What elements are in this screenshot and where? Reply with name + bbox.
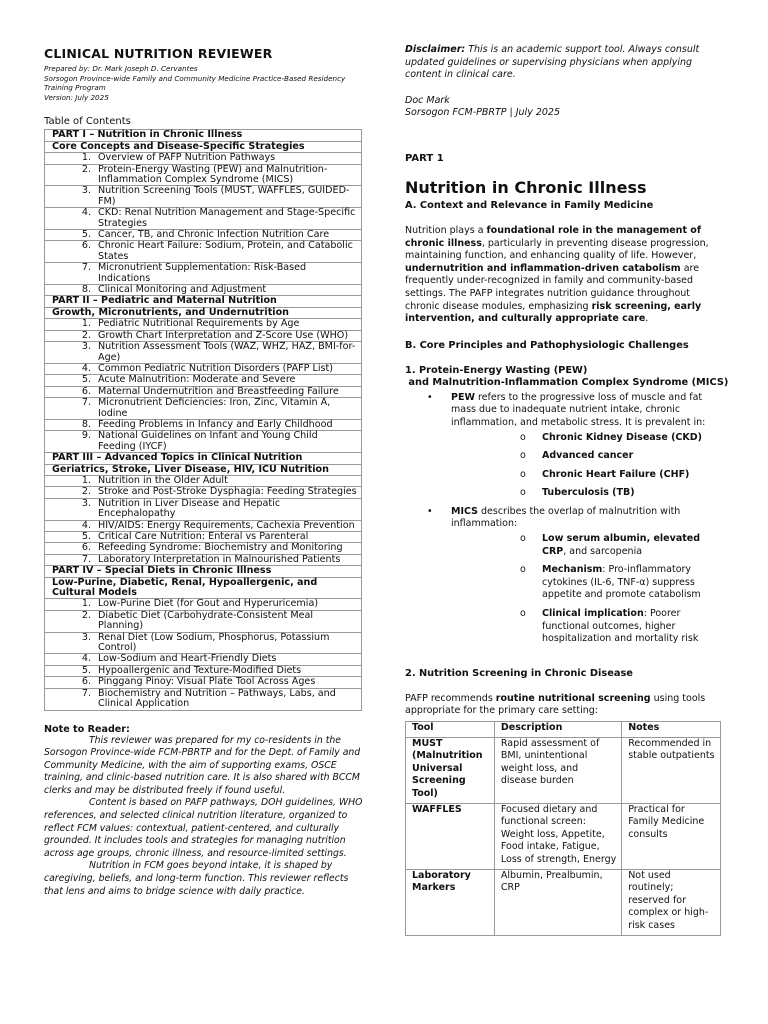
sub-bullet-icon: o: [520, 450, 526, 462]
mics-bullet: [405, 506, 727, 646]
toc-item: [45, 532, 362, 543]
screening-heading: 2. Nutrition Screening in Chronic Disease: [405, 667, 633, 679]
table-of-contents: [44, 129, 362, 710]
toc-item-row: [45, 208, 362, 230]
screening-intro: [405, 693, 727, 718]
toc-part-title: Core Concepts and Disease-Specific Strategies: [45, 141, 362, 152]
toc-item: [45, 285, 362, 296]
tool-name-cell: WAFFLES: [406, 803, 495, 869]
toc-item-number: 1.: [81, 152, 91, 164]
pew-heading-line: 1. Protein-Energy Wasting (PEW): [405, 364, 588, 376]
toc-item-number: 9.: [81, 430, 91, 442]
mics-feature-term: Mechanism: [542, 564, 603, 576]
bullet-dot-icon: •: [427, 505, 433, 517]
toc-item-text: Nutrition in Liver Disease and Hepatic Encephalopathy: [98, 497, 281, 520]
toc-part-title: PART IV – Special Diets in Chronic Illness: [45, 566, 362, 577]
toc-item-text: Nutrition Assessment Tools (WAZ, WHZ, HAZ, BMI-for-Age): [98, 341, 356, 363]
note-paragraph: Nutrition in FCM goes beyond intake, it is shaped by caregiving, beliefs, and long-term function. This reviewer reflects that lens and aims to bridge science with daily practice.: [44, 860, 349, 897]
toc-item-row: [45, 241, 362, 263]
sub-bullet-icon: o: [520, 431, 526, 443]
mics-feature: [451, 564, 727, 602]
toc-item-text: Critical Care Nutrition: Enteral vs Parenteral: [98, 531, 309, 542]
tool-description-cell: Rapid assessment of BMI, unintentional weight loss, and disease burden: [494, 737, 621, 803]
toc-part-row: [45, 464, 362, 475]
toc-item-text: Nutrition in the Older Adult: [98, 474, 228, 486]
toc-item: [45, 330, 362, 341]
toc-item-number: 4.: [81, 653, 91, 665]
mics-term: MICS: [451, 505, 478, 517]
toc-item: [45, 654, 362, 665]
mics-features: [451, 533, 727, 646]
part-label: PART 1: [405, 152, 444, 164]
toc-item: [45, 263, 362, 285]
intro-emphasis: undernutrition and inflammation-driven catabolism: [405, 262, 681, 274]
table-row: [406, 869, 721, 935]
toc-item: [45, 677, 362, 688]
toc-item-row: [45, 610, 362, 632]
toc-item-text: Common Pediatric Nutrition Disorders (PAFP List): [98, 362, 334, 374]
toc-item: [45, 688, 362, 710]
meta-line: Version: July 2025: [44, 92, 109, 102]
toc-item-row: [45, 386, 362, 397]
screening-intro-text: PAFP recommends: [405, 692, 496, 704]
toc-item-row: [45, 330, 362, 341]
pew-conditions: [451, 432, 727, 500]
toc-item-number: 6.: [81, 542, 91, 554]
tool-notes-cell: Not used routinely; reserved for complex or high-risk cases: [622, 869, 721, 935]
table-row: [406, 803, 721, 869]
toc-item: [45, 520, 362, 531]
pew-heading: [405, 365, 727, 389]
toc-part-title: PART II – Pediatric and Maternal Nutrition: [45, 296, 362, 307]
toc-item-text: Biochemistry and Nutrition – Pathways, Labs, and Clinical Application: [98, 687, 336, 710]
intro-text: .: [645, 313, 649, 325]
toc-part-row: [45, 566, 362, 577]
toc-item-row: [45, 419, 362, 430]
toc-item: [45, 599, 362, 610]
disclaimer-label: Disclaimer:: [405, 44, 466, 55]
pew-condition: [451, 450, 727, 463]
toc-item-row: [45, 665, 362, 676]
meta-line: Training Program: [44, 83, 106, 93]
toc-item: [45, 543, 362, 554]
toc-item-text: Feeding Problems in Infancy and Early Childhood: [98, 418, 333, 430]
toc-item-text: Refeeding Syndrome: Biochemistry and Monitoring: [98, 542, 343, 554]
toc-item: [45, 375, 362, 386]
tool-name-cell: MUST (Malnutrition Universal Screening Tool): [406, 737, 495, 803]
toc-part-row: [45, 453, 362, 464]
toc-item-text: Stroke and Post-Stroke Dysphagia: Feeding Strategies: [98, 486, 357, 498]
toc-item: [45, 419, 362, 430]
tool-name-cell: Laboratory Markers: [406, 869, 495, 935]
toc-item-number: 1.: [81, 318, 91, 330]
toc-item-number: 8.: [81, 418, 91, 430]
note-paragraph: This reviewer was prepared for my co-residents in the Sorsogon Province-wide FCM-PBRTP and for the Dept. of Family and Community Medicine, with the aim of supporting exams, OSCE training, and clinic-based nutrition care. It is also shared with BCCM clerks and may be distributed freely if found useful.: [44, 734, 361, 796]
toc-item-text: Micronutrient Supplementation: Risk-Based Indications: [98, 262, 307, 284]
toc-item-row: [45, 319, 362, 330]
pew-condition: [451, 432, 727, 445]
toc-item-number: 7.: [81, 687, 91, 699]
signature-org: Sorsogon FCM-PBRTP | July 2025: [405, 107, 561, 119]
section-title: Nutrition in Chronic Illness: [405, 177, 647, 197]
sub-bullet-icon: o: [520, 487, 526, 499]
toc-heading: Table of Contents: [44, 116, 131, 128]
toc-item-row: [45, 431, 362, 453]
toc-part-title: PART I – Nutrition in Chronic Illness: [45, 130, 362, 141]
toc-item: [45, 610, 362, 632]
mics-feature-text: : Pro-inflammatory cytokines (IL-6, TNF-α) suppress appetite and promote catabolism: [542, 564, 701, 601]
toc-part-row: [45, 307, 362, 318]
toc-item-row: [45, 230, 362, 241]
screening-intro-bold: routine nutritional screening: [495, 692, 651, 704]
intro-paragraph: [405, 225, 727, 326]
sub-bullet-icon: o: [520, 468, 526, 480]
mics-feature-term: Clinical implication: [542, 608, 644, 620]
toc-item-number: 7.: [81, 262, 91, 274]
meta-line: Sorsogon Province-wide Family and Community Medicine Practice-Based Residency: [44, 73, 346, 83]
toc-item-number: 3.: [81, 631, 91, 643]
toc-item-row: [45, 520, 362, 531]
left-column: [44, 44, 364, 898]
toc-item-text: Clinical Monitoring and Adjustment: [98, 284, 267, 296]
tool-description-cell: Focused dietary and functional screen: Weight loss, Appetite, Food intake, Fatigue, Loss of strength, Energy: [494, 803, 621, 869]
toc-item: [45, 487, 362, 498]
toc-item: [45, 363, 362, 374]
toc-item-text: Acute Malnutrition: Moderate and Severe: [98, 374, 296, 386]
screening-intro-text: using tools appropriate for the primary care setting:: [405, 692, 706, 717]
toc-item-row: [45, 164, 362, 186]
toc-part-row: [45, 130, 362, 141]
toc-item-text: Diabetic Diet (Carbohydrate-Consistent Meal Planning): [98, 609, 314, 632]
toc-item-row: [45, 677, 362, 688]
toc-item-number: 4.: [81, 362, 91, 374]
tool-description-cell: Albumin, Prealbumin, CRP: [494, 869, 621, 935]
toc-item-text: Laboratory Interpretation in Malnourished Patients: [98, 553, 341, 565]
toc-item: [45, 475, 362, 486]
toc-item-text: Maternal Undernutrition and Breastfeeding Failure: [98, 385, 339, 397]
sub-bullet-icon: o: [520, 608, 526, 620]
toc-item-row: [45, 599, 362, 610]
toc-item-text: Protein-Energy Wasting (PEW) and Malnutrition-Inflammation Complex Syndrome (MICS): [98, 163, 328, 185]
pew-mics-list: [405, 392, 727, 646]
intro-emphasis: risk screening, early intervention, and culturally appropriate care: [405, 300, 702, 325]
toc-item-row: [45, 543, 362, 554]
pew-term: PEW: [451, 391, 475, 403]
toc-part-title: PART III – Advanced Topics in Clinical Nutrition: [45, 453, 362, 464]
toc-item: [45, 632, 362, 654]
toc-item-row: [45, 487, 362, 498]
pew-condition: [451, 469, 727, 482]
table-header-cell: Tool: [406, 722, 495, 738]
toc-item: [45, 319, 362, 330]
mics-feature: [451, 533, 727, 558]
toc-item-row: [45, 654, 362, 665]
toc-part-row: [45, 141, 362, 152]
toc-item-number: 2.: [81, 486, 91, 498]
toc-item-number: 3.: [81, 341, 91, 353]
toc-item-text: National Guidelines on Infant and Young Child Feeding (IYCF): [98, 430, 318, 452]
toc-item-row: [45, 554, 362, 565]
toc-item-number: 6.: [81, 385, 91, 397]
toc-part-row: [45, 296, 362, 307]
mics-feature-text: , and sarcopenia: [563, 545, 643, 557]
pew-heading-line: and Malnutrition-Inflammation Complex Syndrome (MICS): [405, 376, 729, 388]
sub-bullet-icon: o: [520, 564, 526, 576]
toc-item-text: Micronutrient Deficiencies: Iron, Zinc, Vitamin A, Iodine: [98, 397, 331, 419]
toc-item-text: Cancer, TB, and Chronic Infection Nutrition Care: [98, 229, 330, 241]
toc-item: [45, 431, 362, 453]
toc-item-text: HIV/AIDS: Energy Requirements, Cachexia Prevention: [98, 519, 355, 531]
toc-item: [45, 208, 362, 230]
toc-item-number: 7.: [81, 397, 91, 409]
toc-item-row: [45, 532, 362, 543]
toc-item-row: [45, 688, 362, 710]
toc-item-row: [45, 342, 362, 364]
pew-condition-label: Chronic Kidney Disease (CKD): [542, 431, 702, 443]
table-header-cell: Description: [494, 722, 621, 738]
note-paragraph: Content is based on PAFP pathways, DOH guidelines, WHO references, and selected clinical nutrition literature, organized to reflect FCM values: contextual, patient-centered, and culturally grounded. It includes tools and strategies for managing nutrition across age groups, chronic illness, and resource-limited settings.: [44, 797, 363, 859]
toc-item-row: [45, 632, 362, 654]
toc-item-number: 4.: [81, 519, 91, 531]
toc-item-number: 2.: [81, 163, 91, 175]
tool-notes-cell: Practical for Family Medicine consults: [622, 803, 721, 869]
note-to-reader: [44, 724, 364, 899]
section-a-heading: A. Context and Relevance in Family Medicine: [405, 199, 654, 211]
tool-notes-cell: Recommended in stable outpatients: [622, 737, 721, 803]
toc-item-row: [45, 263, 362, 285]
signature: [405, 95, 727, 120]
toc-item: [45, 164, 362, 186]
toc-item: [45, 665, 362, 676]
bullet-dot-icon: •: [427, 391, 433, 403]
mics-definition: describes the overlap of malnutrition with inflammation:: [451, 505, 681, 530]
toc-item-number: 3.: [81, 185, 91, 197]
sub-bullet-icon: o: [520, 533, 526, 545]
toc-item-text: Low-Sodium and Heart-Friendly Diets: [98, 653, 277, 665]
toc-item-row: [45, 475, 362, 486]
pew-condition-label: Advanced cancer: [542, 450, 634, 462]
disclaimer: [405, 44, 727, 82]
toc-item-number: 4.: [81, 207, 91, 219]
toc-item-text: Renal Diet (Low Sodium, Phosphorus, Potassium Control): [98, 631, 330, 654]
mics-feature-text: : Poorer functional outcomes, higher hospitalization and mortality risk: [542, 608, 699, 645]
toc-item: [45, 230, 362, 241]
toc-item-number: 6.: [81, 240, 91, 252]
document-meta: [44, 64, 364, 102]
toc-item-number: 5.: [81, 664, 91, 676]
pew-condition: [451, 487, 727, 500]
intro-text: Nutrition plays a: [405, 224, 487, 236]
meta-line: Prepared by: Dr. Mark Joseph D. Cervantes: [44, 64, 198, 73]
toc-item-row: [45, 375, 362, 386]
table-header-row: [406, 722, 721, 738]
toc-part-row: [45, 577, 362, 599]
toc-item-text: Pinggang Pinoy: Visual Plate Tool Across Ages: [98, 676, 316, 688]
toc-item-row: [45, 186, 362, 208]
toc-item-number: 7.: [81, 553, 91, 565]
toc-item-row: [45, 398, 362, 420]
toc-item-number: 2.: [81, 609, 91, 621]
toc-item-number: 2.: [81, 329, 91, 341]
right-column: [405, 44, 727, 936]
mics-feature: [451, 608, 727, 646]
toc-item-number: 3.: [81, 497, 91, 509]
toc-item-number: 8.: [81, 284, 91, 296]
toc-item: [45, 554, 362, 565]
toc-item-number: 6.: [81, 676, 91, 688]
table-row: [406, 737, 721, 803]
toc-item-text: CKD: Renal Nutrition Management and Stage-Specific Strategies: [98, 207, 356, 229]
mics-feature-term: Low serum albumin, elevated CRP: [542, 533, 701, 557]
pew-bullet: [405, 392, 727, 500]
screening-tools-table: [405, 721, 721, 936]
intro-text: , particularly in preventing disease progression, maintaining function, and enhancing quality of life. However,: [405, 237, 709, 262]
intro-emphasis: foundational role in the management of chronic illness: [405, 224, 701, 249]
pew-condition-label: Chronic Heart Failure (CHF): [542, 468, 690, 480]
toc-item-number: 5.: [81, 531, 91, 542]
toc-item-row: [45, 285, 362, 296]
toc-item-number: 5.: [81, 374, 91, 386]
toc-part-title: Growth, Micronutrients, and Undernutrition: [45, 307, 362, 318]
toc-item-text: Hypoallergenic and Texture-Modified Diets: [98, 664, 302, 676]
toc-item-row: [45, 153, 362, 164]
toc-item-row: [45, 363, 362, 374]
section-b-heading: B. Core Principles and Pathophysiologic Challenges: [405, 339, 689, 351]
table-header-cell: Notes: [622, 722, 721, 738]
toc-part-title: Geriatrics, Stroke, Liver Disease, HIV, ICU Nutrition: [45, 464, 362, 475]
document-title: CLINICAL NUTRITION REVIEWER: [44, 46, 273, 61]
toc-item-text: Overview of PAFP Nutrition Pathways: [98, 152, 276, 164]
toc-item-text: Low-Purine Diet (for Gout and Hyperuricemia): [98, 598, 319, 610]
note-title: Note to Reader:: [44, 723, 130, 735]
pew-condition-label: Tuberculosis (TB): [542, 487, 635, 499]
disclaimer-text: This is an academic support tool. Always consult updated guidelines or supervising physicians when applying content in clinical care.: [405, 44, 700, 81]
toc-item-number: 1.: [81, 474, 91, 486]
toc-item-text: Pediatric Nutritional Requirements by Age: [98, 318, 300, 330]
toc-item: [45, 153, 362, 164]
toc-item: [45, 342, 362, 364]
toc-item-text: Nutrition Screening Tools (MUST, WAFFLES, GUIDED-FM): [98, 185, 350, 207]
toc-item: [45, 186, 362, 208]
toc-part-title: Low-Purine, Diabetic, Renal, Hypoallergenic, and Cultural Models: [45, 577, 362, 599]
signature-name: Doc Mark: [405, 94, 450, 106]
toc-item: [45, 386, 362, 397]
toc-item-text: Chronic Heart Failure: Sodium, Protein, and Catabolic States: [98, 240, 353, 262]
toc-item-number: 1.: [81, 598, 91, 610]
toc-item-number: 5.: [81, 229, 91, 241]
toc-item-row: [45, 498, 362, 520]
intro-text: are frequently under-recognized in family and community-based settings. The PAFP integrates nutrition guidance throughout chronic disease modules, emphasizing: [405, 262, 700, 312]
pew-definition: refers to the progressive loss of muscle and fat mass due to inadequate nutrient intake, chronic inflammation, and metabolic stress. It is prevalent in:: [451, 391, 706, 428]
toc-item: [45, 498, 362, 520]
toc-item: [45, 398, 362, 420]
toc-item: [45, 241, 362, 263]
toc-item-text: Growth Chart Interpretation and Z-Score Use (WHO): [98, 329, 349, 341]
